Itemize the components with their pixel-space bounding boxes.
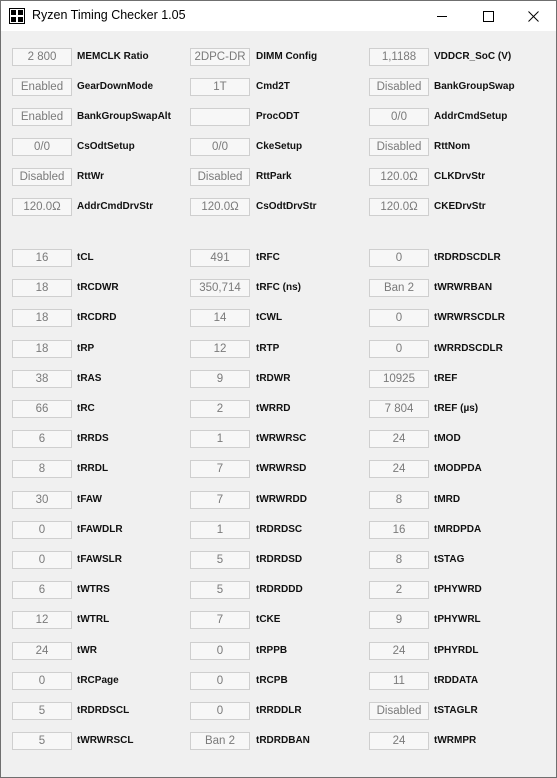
addrcmddrvstr-field[interactable]: 120.0Ω xyxy=(12,198,72,216)
trrds-label: tRRDS xyxy=(77,433,109,445)
tcke-field[interactable]: 7 xyxy=(190,611,250,629)
vddcr-soc-v-field[interactable]: 1,1188 xyxy=(369,48,429,66)
tmrd-field[interactable]: 8 xyxy=(369,491,429,509)
twrmpr-label: tWRMPR xyxy=(434,735,477,747)
trdrdsd-label: tRDRDSD xyxy=(256,554,303,565)
trppb-field[interactable]: 0 xyxy=(190,642,250,660)
tref-field[interactable]: 10925 xyxy=(369,370,429,388)
twrwrscl-label: tWRWRSCL xyxy=(77,735,134,747)
tmrdpda-label: tMRDPDA xyxy=(434,523,482,535)
tfawslr-label: tFAWSLR xyxy=(77,554,122,565)
tmrd-label: tMRD xyxy=(434,493,461,505)
trp-label: tRP xyxy=(77,342,95,354)
rttpark-label: RttPark xyxy=(256,171,292,182)
title-bar[interactable] xyxy=(1,1,556,31)
procodt-label: ProcODT xyxy=(256,111,300,122)
trdrdscl-field[interactable]: 5 xyxy=(12,702,72,720)
trp-field[interactable]: 18 xyxy=(12,340,72,358)
trdrddd-label: tRDRDDD xyxy=(256,584,303,596)
tref-s-label: tREF (µs) xyxy=(434,403,479,414)
dimm-config-field[interactable]: 2DPC-DR xyxy=(190,48,250,66)
trdrdscdlr-label: tRDRDSCDLR xyxy=(434,252,501,263)
twrwrban-field[interactable]: Ban 2 xyxy=(369,279,429,297)
bankgroupswapalt-label: BankGroupSwapAlt xyxy=(77,111,171,122)
addrcmdsetup-label: AddrCmdSetup xyxy=(434,111,508,122)
twrwrscdlr-label: tWRWRSCDLR xyxy=(434,312,505,324)
twtrs-field[interactable]: 6 xyxy=(12,581,72,599)
twrwrsc-label: tWRWRSC xyxy=(256,433,307,445)
tstag-label: tSTAG xyxy=(434,554,465,565)
tref-label: tREF xyxy=(434,372,458,384)
twtrl-field[interactable]: 12 xyxy=(12,611,72,629)
procodt-field[interactable] xyxy=(190,108,250,126)
tphywrd-field[interactable]: 2 xyxy=(369,581,429,599)
trcpb-field[interactable]: 0 xyxy=(190,672,250,690)
trc-field[interactable]: 66 xyxy=(12,400,72,418)
trrddlr-label: tRRDDLR xyxy=(256,705,302,716)
tcl-field[interactable]: 16 xyxy=(12,249,72,267)
twrrdscdlr-label: tWRRDSCDLR xyxy=(434,342,503,354)
trrddlr-field[interactable]: 0 xyxy=(190,702,250,720)
tras-label: tRAS xyxy=(77,372,102,384)
tmodpda-field[interactable]: 24 xyxy=(369,460,429,478)
maximize-button[interactable] xyxy=(465,1,511,31)
csodtsetup-label: CsOdtSetup xyxy=(77,141,135,152)
twtrs-label: tWTRS xyxy=(77,584,110,596)
trrdl-field[interactable]: 8 xyxy=(12,460,72,478)
twrwrban-label: tWRWRBAN xyxy=(434,282,493,294)
bankgroupswap-field[interactable]: Disabled xyxy=(369,78,429,96)
memclk-ratio-field[interactable]: 2 800 xyxy=(12,48,72,66)
twrwrdd-field[interactable]: 7 xyxy=(190,491,250,509)
tphywrl-label: tPHYWRL xyxy=(434,614,481,626)
tfaw-label: tFAW xyxy=(77,493,102,505)
cmd2t-field[interactable]: 1T xyxy=(190,78,250,96)
tstaglr-label: tSTAGLR xyxy=(434,705,478,716)
tcl-label: tCL xyxy=(77,252,94,263)
trdrdsc-label: tRDRDSC xyxy=(256,523,303,535)
trfc-label: tRFC xyxy=(256,252,280,263)
ckedrvstr-field[interactable]: 120.0Ω xyxy=(369,198,429,216)
twrwrsd-field[interactable]: 7 xyxy=(190,460,250,478)
trcpage-field[interactable]: 0 xyxy=(12,672,72,690)
tras-field[interactable]: 38 xyxy=(12,370,72,388)
tfaw-field[interactable]: 30 xyxy=(12,491,72,509)
trdrdban-field[interactable]: Ban 2 xyxy=(190,732,250,750)
ckedrvstr-label: CKEDrvStr xyxy=(434,201,486,212)
cmd2t-label: Cmd2T xyxy=(256,81,290,92)
csodtdrvstr-label: CsOdtDrvStr xyxy=(256,201,317,212)
tcke-label: tCKE xyxy=(256,614,281,626)
trdrdscl-label: tRDRDSCL xyxy=(77,705,130,716)
tphyrdl-field[interactable]: 24 xyxy=(369,642,429,660)
tmod-field[interactable]: 24 xyxy=(369,430,429,448)
trcdwr-label: tRCDWR xyxy=(77,282,119,294)
rttwr-field[interactable]: Disabled xyxy=(12,168,72,186)
trc-label: tRC xyxy=(77,403,95,414)
twr-field[interactable]: 24 xyxy=(12,642,72,660)
window-title: Ryzen Timing Checker 1.05 xyxy=(32,8,186,22)
twrwrscdlr-field[interactable]: 0 xyxy=(369,309,429,327)
tfawdlr-label: tFAWDLR xyxy=(77,523,123,535)
geardownmode-field[interactable]: Enabled xyxy=(12,78,72,96)
bankgroupswap-label: BankGroupSwap xyxy=(434,81,515,92)
trdrdsd-field[interactable]: 5 xyxy=(190,551,250,569)
addrcmdsetup-field[interactable]: 0/0 xyxy=(369,108,429,126)
trddata-label: tRDDATA xyxy=(434,674,479,686)
twrwrdd-label: tWRWRDD xyxy=(256,493,307,505)
trfc-field[interactable]: 491 xyxy=(190,249,250,267)
tstaglr-field[interactable]: Disabled xyxy=(369,702,429,720)
tphywrl-field[interactable]: 9 xyxy=(369,611,429,629)
maximize-icon xyxy=(483,11,494,22)
ckesetup-field[interactable]: 0/0 xyxy=(190,138,250,156)
tref-s-field[interactable]: 7 804 xyxy=(369,400,429,418)
trppb-label: tRPPB xyxy=(256,644,288,656)
rttnom-field[interactable]: Disabled xyxy=(369,138,429,156)
tfawdlr-field[interactable]: 0 xyxy=(12,521,72,539)
trrdl-label: tRRDL xyxy=(77,463,109,475)
twrrd-field[interactable]: 2 xyxy=(190,400,250,418)
bankgroupswapalt-field[interactable]: Enabled xyxy=(12,108,72,126)
trdrdban-label: tRDRDBAN xyxy=(256,735,310,747)
trddata-field[interactable]: 11 xyxy=(369,672,429,690)
tmodpda-label: tMODPDA xyxy=(434,463,482,475)
rttpark-field[interactable]: Disabled xyxy=(190,168,250,186)
trdwr-field[interactable]: 9 xyxy=(190,370,250,388)
clkdrvstr-label: CLKDrvStr xyxy=(434,171,486,182)
tcwl-label: tCWL xyxy=(256,312,283,324)
timings-panel xyxy=(1,31,556,777)
trrds-field[interactable]: 6 xyxy=(12,430,72,448)
memclk-ratio-label: MEMCLK Ratio xyxy=(77,51,149,62)
twrmpr-field[interactable]: 24 xyxy=(369,732,429,750)
twrrd-label: tWRRD xyxy=(256,403,291,414)
twrwrscl-field[interactable]: 5 xyxy=(12,732,72,750)
close-button[interactable] xyxy=(510,1,556,31)
trfc-ns-label: tRFC (ns) xyxy=(256,282,301,294)
tmod-label: tMOD xyxy=(434,433,461,445)
trcpb-label: tRCPB xyxy=(256,674,288,686)
tstag-field[interactable]: 8 xyxy=(369,551,429,569)
vddcr-soc-v-label: VDDCR_SoC (V) xyxy=(434,51,512,62)
twtrl-label: tWTRL xyxy=(77,614,110,626)
minimize-button[interactable] xyxy=(419,1,465,31)
addrcmddrvstr-label: AddrCmdDrvStr xyxy=(77,201,154,212)
twr-label: tWR xyxy=(77,644,97,656)
trtp-field[interactable]: 12 xyxy=(190,340,250,358)
twrrdscdlr-field[interactable]: 0 xyxy=(369,340,429,358)
rttwr-label: RttWr xyxy=(77,171,105,182)
tphywrd-label: tPHYWRD xyxy=(434,584,482,596)
trcdwr-field[interactable]: 18 xyxy=(12,279,72,297)
twrwrsd-label: tWRWRSD xyxy=(256,463,307,475)
trdrddd-field[interactable]: 5 xyxy=(190,581,250,599)
close-icon xyxy=(528,11,539,22)
trcdrd-label: tRCDRD xyxy=(77,312,117,324)
tphyrdl-label: tPHYRDL xyxy=(434,644,479,656)
trfc-ns-field[interactable]: 350,714 xyxy=(190,279,250,297)
trdrdscdlr-field[interactable]: 0 xyxy=(369,249,429,267)
ckesetup-label: CkeSetup xyxy=(256,141,303,152)
twrwrsc-field[interactable]: 1 xyxy=(190,430,250,448)
trdrdsc-field[interactable]: 1 xyxy=(190,521,250,539)
trcpage-label: tRCPage xyxy=(77,674,119,686)
dimm-config-label: DIMM Config xyxy=(256,51,318,62)
tfawslr-field[interactable]: 0 xyxy=(12,551,72,569)
minimize-icon xyxy=(437,11,447,21)
app-icon xyxy=(9,8,25,24)
trdwr-label: tRDWR xyxy=(256,372,291,384)
tmrdpda-field[interactable]: 16 xyxy=(369,521,429,539)
trtp-label: tRTP xyxy=(256,342,280,354)
trcdrd-field[interactable]: 18 xyxy=(12,309,72,327)
geardownmode-label: GearDownMode xyxy=(77,81,154,92)
rttnom-label: RttNom xyxy=(434,141,471,152)
csodtdrvstr-field[interactable]: 120.0Ω xyxy=(190,198,250,216)
clkdrvstr-field[interactable]: 120.0Ω xyxy=(369,168,429,186)
tcwl-field[interactable]: 14 xyxy=(190,309,250,327)
csodtsetup-field[interactable]: 0/0 xyxy=(12,138,72,156)
